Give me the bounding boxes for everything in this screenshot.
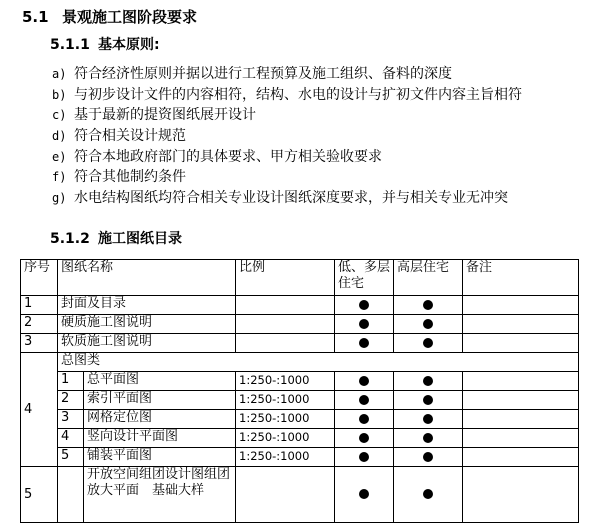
bullet-icon [423, 319, 433, 329]
section-title: 景观施工图阶段要求 [62, 8, 198, 26]
item-label: f) [52, 170, 67, 185]
cell-scale: 1:250-:1000 [236, 429, 335, 448]
cell-sub-seq: 1 [58, 372, 84, 391]
bullet-icon [359, 338, 369, 348]
cell-scale [236, 467, 335, 523]
header-scale: 比例 [236, 260, 335, 296]
bullet-icon [423, 338, 433, 348]
bullet-icon [359, 414, 369, 424]
item-label: a) [52, 67, 67, 81]
cell-low [335, 296, 394, 315]
cell-note [463, 448, 579, 467]
bullet-icon [359, 433, 369, 443]
cell-scale [236, 334, 335, 353]
item-label: e) [52, 149, 67, 164]
item-text: 与初步设计文件的内容相符，结构、水电的设计与扩初文件内容主旨相符 [74, 86, 522, 103]
cell-sub-seq: 3 [58, 410, 84, 429]
item-label: c) [52, 108, 67, 123]
item-text: 水电结构图纸均符合相关专业设计图纸深度要求，并与相关专业无冲突 [74, 190, 508, 207]
principles-list [52, 64, 522, 209]
cell-sub-seq: 5 [58, 448, 84, 467]
table-row [21, 334, 579, 353]
subsection-number: 5.1.2 [50, 231, 90, 247]
list-item [52, 126, 522, 147]
cell-note [463, 429, 579, 448]
cell-scale: 1:250-:1000 [236, 410, 335, 429]
cell-low [335, 448, 394, 467]
section-number: 5.1 [22, 8, 49, 26]
subsection-title: 基本原则: [98, 37, 160, 53]
cell-low [335, 467, 394, 523]
bullet-icon [423, 433, 433, 443]
list-item [52, 64, 522, 85]
table-row [21, 372, 579, 391]
cell-note [463, 410, 579, 429]
table-row [21, 410, 579, 429]
cell-scale: 1:250-:1000 [236, 448, 335, 467]
cell-note [463, 391, 579, 410]
cell-note [463, 296, 579, 315]
cell-name: 软质施工图说明 [58, 334, 236, 353]
cell-scale [236, 296, 335, 315]
header-seq: 序号 [21, 260, 58, 296]
cell-low [335, 334, 394, 353]
cell-seq: 1 [21, 296, 58, 315]
item-label: d) [52, 129, 67, 144]
list-item [52, 105, 522, 126]
cell-high [394, 429, 463, 448]
table-header-row [21, 260, 579, 296]
cell-low [335, 391, 394, 410]
cell-low [335, 315, 394, 334]
cell-name: 封面及目录 [58, 296, 236, 315]
bullet-icon [359, 489, 369, 499]
bullet-icon [423, 414, 433, 424]
section-heading [22, 6, 197, 27]
drawing-index-table [20, 259, 579, 523]
cell-scale: 1:250-:1000 [236, 372, 335, 391]
cell-high [394, 410, 463, 429]
list-item [52, 188, 522, 209]
header-name: 图纸名称 [58, 260, 236, 296]
cell-low [335, 410, 394, 429]
cell-note [463, 315, 579, 334]
item-text: 符合其他制约条件 [74, 169, 186, 186]
cell-low [335, 372, 394, 391]
cell-seq: 5 [21, 467, 58, 523]
cell-name: 硬质施工图说明 [58, 315, 236, 334]
cell-high [394, 315, 463, 334]
table-row [21, 296, 579, 315]
cell-name: 网格定位图 [84, 410, 236, 429]
table-row [21, 391, 579, 410]
cell-name: 竖向设计平面图 [84, 429, 236, 448]
item-label: b) [52, 87, 67, 102]
cell-sub-seq: 2 [58, 391, 84, 410]
subsection-title: 施工图纸目录 [98, 231, 182, 247]
table-row [21, 467, 579, 523]
cell-note [463, 372, 579, 391]
bullet-icon [359, 452, 369, 462]
header-low-rise: 低、多层住宅 [335, 260, 394, 296]
cell-name: 开放空间组团设计图组团放大平面 基础大样 [84, 467, 236, 523]
cell-name: 铺装平面图 [84, 448, 236, 467]
subsection-heading-2 [50, 228, 182, 248]
bullet-icon [359, 319, 369, 329]
bullet-icon [359, 395, 369, 405]
table-row [21, 315, 579, 334]
cell-scale: 1:250-:1000 [236, 391, 335, 410]
cell-high [394, 334, 463, 353]
cell-high [394, 391, 463, 410]
subsection-number: 5.1.1 [50, 37, 90, 53]
item-text: 符合本地政府部门的具体要求、甲方相关验收要求 [74, 148, 382, 165]
cell-seq: 3 [21, 334, 58, 353]
cell-high [394, 372, 463, 391]
bullet-icon [423, 395, 433, 405]
cell-name: 索引平面图 [84, 391, 236, 410]
header-note: 备注 [463, 260, 579, 296]
header-high-rise: 高层住宅 [394, 260, 463, 296]
bullet-icon [423, 489, 433, 499]
table-row [21, 448, 579, 467]
item-text: 基于最新的提资图纸展开设计 [74, 107, 256, 124]
bullet-icon [423, 300, 433, 310]
cell-high [394, 448, 463, 467]
bullet-icon [359, 376, 369, 386]
cell-sub-seq [58, 467, 84, 523]
cell-note [463, 467, 579, 523]
group-title: 总图类 [58, 353, 579, 372]
subsection-heading-1 [50, 34, 160, 54]
cell-sub-seq: 4 [58, 429, 84, 448]
table-group-header-row [21, 353, 579, 372]
item-text: 符合经济性原则并据以进行工程预算及施工组织、备料的深度 [74, 66, 452, 82]
list-item [52, 85, 522, 106]
cell-low [335, 429, 394, 448]
cell-note [463, 334, 579, 353]
cell-high [394, 467, 463, 523]
cell-scale [236, 315, 335, 334]
item-label: g) [52, 191, 67, 206]
bullet-icon [423, 452, 433, 462]
cell-name: 总平面图 [84, 372, 236, 391]
bullet-icon [423, 376, 433, 386]
item-text: 符合相关设计规范 [74, 128, 186, 145]
list-item [52, 147, 522, 168]
list-item [52, 167, 522, 188]
cell-seq: 4 [21, 353, 58, 467]
cell-high [394, 296, 463, 315]
table-row [21, 429, 579, 448]
cell-seq: 2 [21, 315, 58, 334]
bullet-icon [359, 300, 369, 310]
